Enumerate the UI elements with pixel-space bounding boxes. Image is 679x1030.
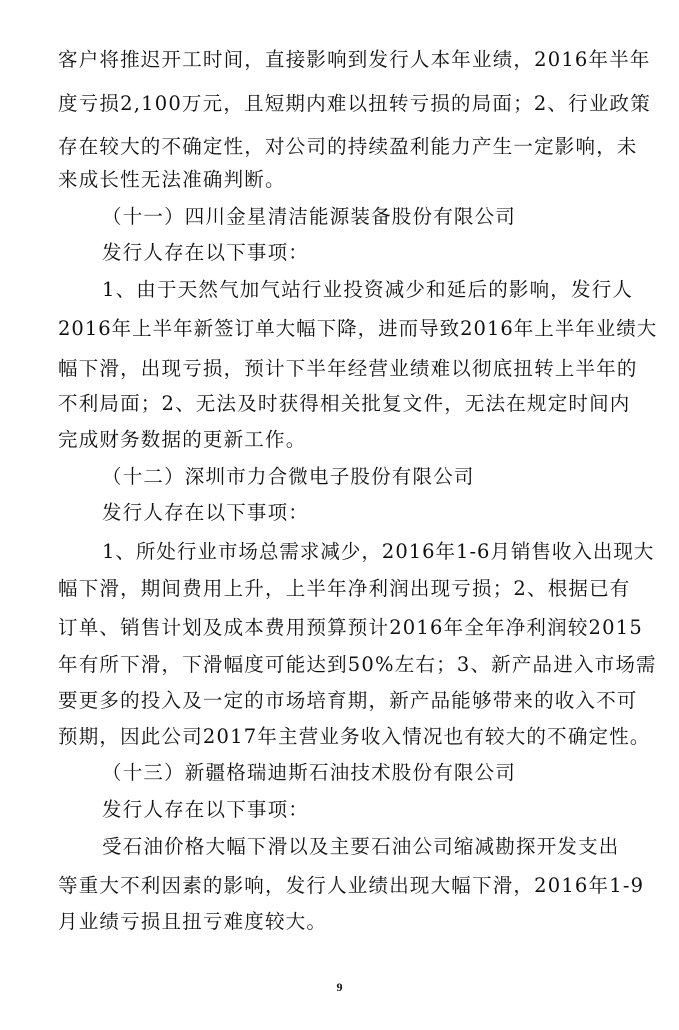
text-line: 1、由于天然气加气站行业投资减少和延后的影响，发行人 bbox=[102, 278, 634, 301]
text-line: 2016年上半年新签订单大幅下降，进而导致2016年上半年业绩大 bbox=[58, 317, 658, 340]
text-line: 1、所处行业市场总需求减少，2016年1-6月销售收入出现大 bbox=[102, 540, 655, 563]
text-line: 预期，因此公司2017年主营业务收入情况也有较大的不确定性。 bbox=[58, 725, 651, 748]
text-line: 度亏损2,100万元，且短期内难以扭转亏损的局面；2、行业政策 bbox=[58, 92, 651, 115]
text-line: 月业绩亏损且扭亏难度较大。 bbox=[58, 910, 328, 933]
text-line: 不利局面；2、无法及时获得相关批复文件，无法在规定时间内 bbox=[58, 392, 631, 415]
text-line: 受石油价格大幅下滑以及主要石油公司缩减勘探开发支出 bbox=[102, 835, 620, 858]
text-line: 发行人存在以下事项： bbox=[102, 798, 310, 821]
section-heading: （十三）新疆格瑞迪斯石油技术股份有限公司 bbox=[102, 761, 517, 784]
page-number: 9 bbox=[336, 980, 343, 994]
text-line: 发行人存在以下事项： bbox=[102, 501, 310, 524]
text-line: 幅下滑，期间费用上升，上半年净利润出现亏损；2、根据已有 bbox=[58, 577, 631, 600]
text-line: 客户将推迟开工时间，直接影响到发行人本年业绩，2016年半年 bbox=[58, 48, 651, 71]
text-line: 完成财务数据的更新工作。 bbox=[58, 428, 307, 451]
text-line: 要更多的投入及一定的市场培育期，新产品能够带来的收入不可 bbox=[58, 689, 638, 712]
text-line: 发行人存在以下事项： bbox=[102, 241, 310, 264]
text-line: 幅下滑，出现亏损，预计下半年经营业绩难以彻底扭转上半年的 bbox=[58, 357, 638, 380]
text-line: 年有所下滑，下滑幅度可能达到50%左右；3、新产品进入市场需 bbox=[58, 653, 657, 676]
section-heading: （十二）深圳市力合微电子股份有限公司 bbox=[102, 465, 475, 488]
text-line: 存在较大的不确定性，对公司的持续盈利能力产生一定影响，未 bbox=[58, 135, 638, 158]
text-line: 订单、销售计划及成本费用预算预计2016年全年净利润较2015 bbox=[58, 616, 643, 639]
text-line: 等重大不利因素的影响，发行人业绩出现大幅下滑，2016年1-9 bbox=[58, 874, 645, 897]
text-line: 来成长性无法准确判断。 bbox=[58, 168, 286, 191]
section-heading: （十一）四川金星清洁能源装备股份有限公司 bbox=[102, 205, 517, 228]
